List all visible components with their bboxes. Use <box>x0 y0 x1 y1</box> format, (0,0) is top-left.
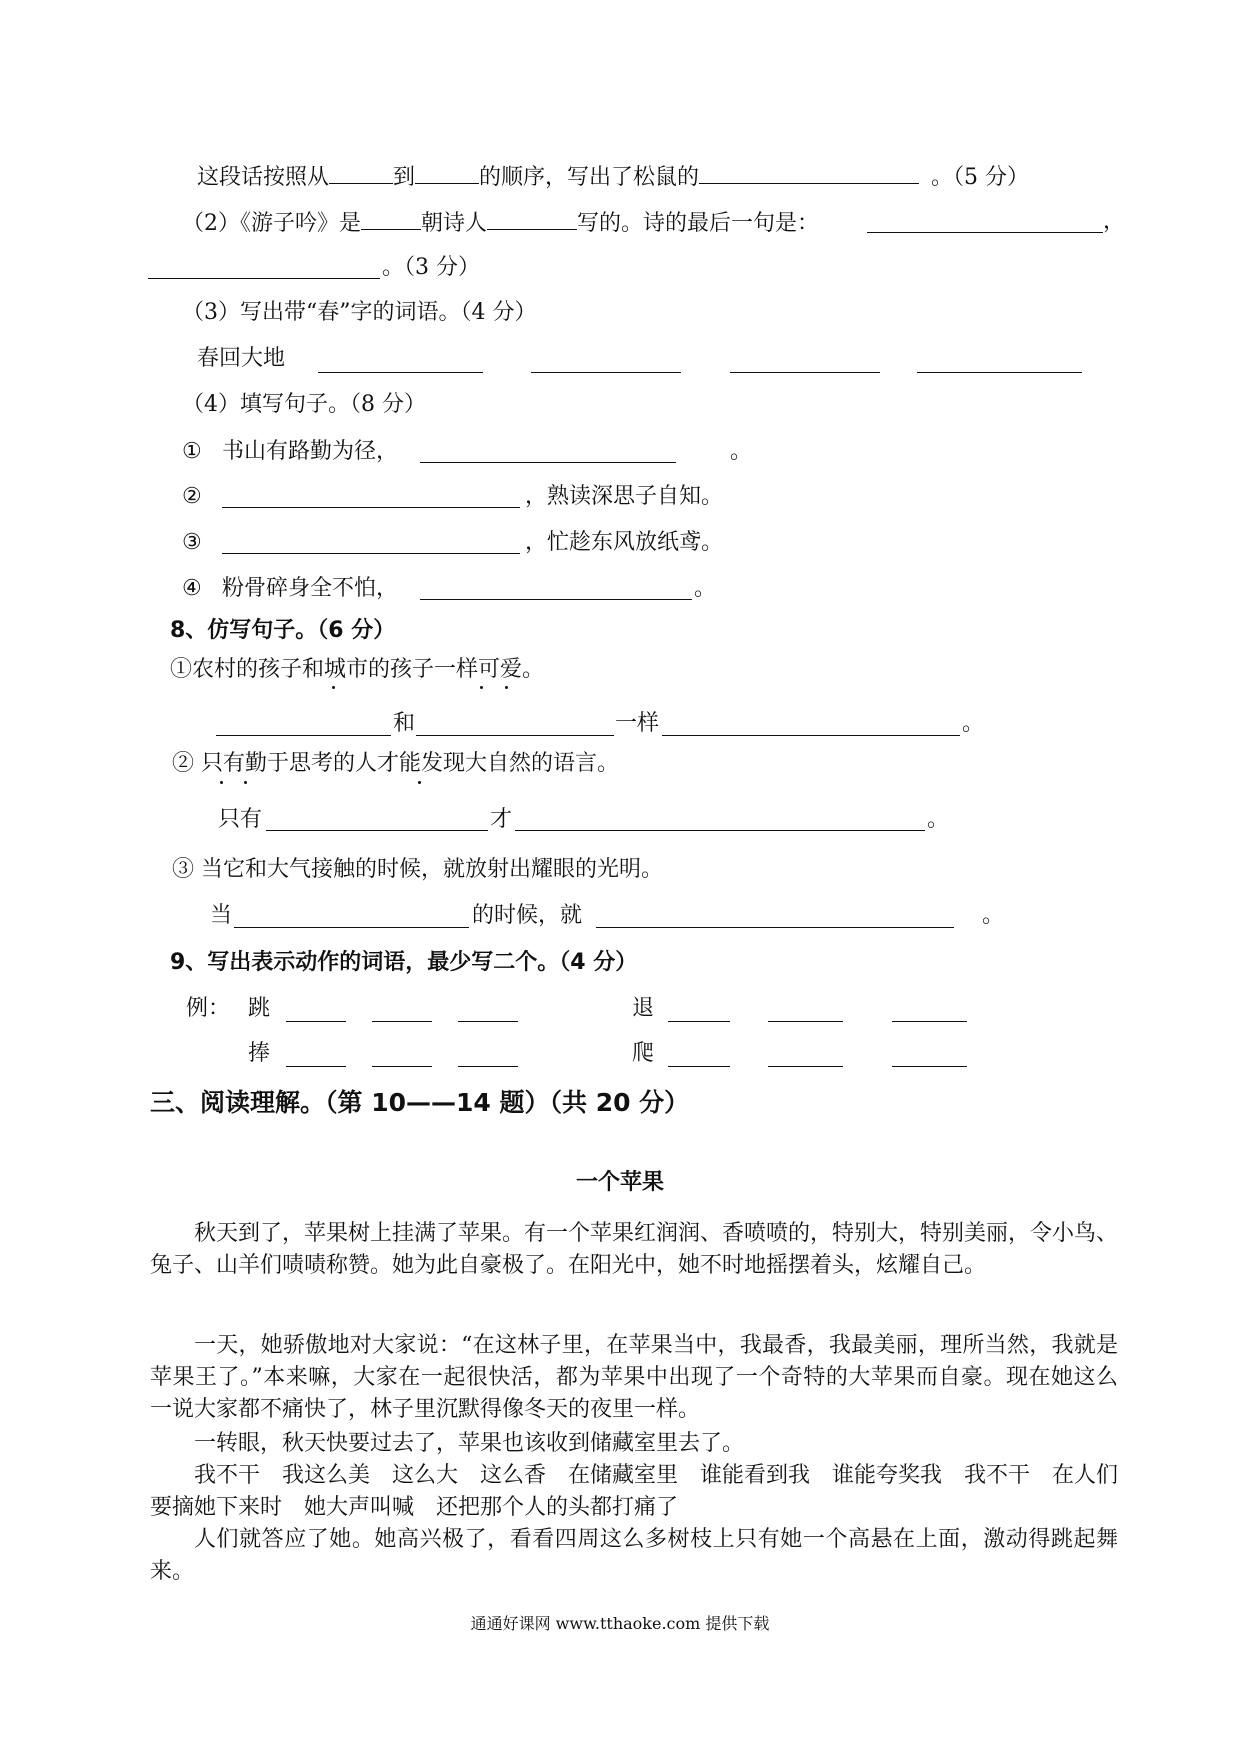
q7-s4-end: 。 <box>694 576 717 601</box>
q7-poem-line <box>182 209 819 237</box>
answer-blank[interactable] <box>266 830 488 831</box>
answer-blank[interactable] <box>329 163 393 184</box>
story-title: 一个苹果 <box>575 1170 664 1195</box>
answer-blank[interactable] <box>361 209 421 230</box>
q8-f2-only: 只有 <box>218 807 263 832</box>
answer-blank[interactable] <box>768 1066 843 1067</box>
q7-s1-num: ① <box>182 439 202 464</box>
q7-s3-text: ，忙趁东风放纸鸢。 <box>525 530 724 555</box>
story-paragraph-3: 一转眼，秋天快要过去了，苹果也该收到储藏室里去了。 <box>194 1431 745 1456</box>
answer-blank[interactable] <box>286 1021 346 1022</box>
q7-poem-text-c: 写的。诗的最后一句是： <box>577 211 820 236</box>
q7-poem-end: 。（3 分） <box>382 255 480 280</box>
emphasis-dot <box>332 686 335 689</box>
q9-word-jump: 跳 <box>248 996 271 1021</box>
q8-f3-time: 的时候，就 <box>472 903 583 928</box>
page-footer: 通通好课网 www.tthaoke.com 提供下载 <box>470 1614 770 1633</box>
q8-example-3: ③ 当它和大气接触的时候，就放射出耀眼的光明。 <box>172 857 663 882</box>
q7-order-text-d: 。（5 分） <box>931 165 1030 190</box>
q7-s4-num: ④ <box>182 576 202 601</box>
answer-blank[interactable] <box>730 372 880 373</box>
answer-blank[interactable] <box>668 1066 730 1067</box>
answer-blank[interactable] <box>416 735 614 736</box>
q8-example-1: ①农村的孩子和城市的孩子一样可爱。 <box>170 657 545 682</box>
story-paragraph-2: 一天，她骄傲地对大家说：“在这林子里，在苹果当中，我最香，我最美丽，理所当然，我就是苹果王了。”本来嘛，大家在一起很快活，都为苹果中出现了一个奇特的大苹果而自豪。现在她这么一说大家都不痛快了，林子里沉默得像冬天的夜里一样。 <box>150 1333 1118 1422</box>
answer-blank[interactable] <box>458 1066 518 1067</box>
answer-blank[interactable] <box>372 1021 432 1022</box>
answer-blank[interactable] <box>148 278 380 279</box>
answer-blank[interactable] <box>668 1021 730 1022</box>
q9-word-hold: 捧 <box>248 1041 271 1066</box>
emphasis-dot <box>244 781 247 784</box>
q8-f3-when: 当 <box>210 903 233 928</box>
answer-blank[interactable] <box>458 1021 518 1022</box>
q8-f2-end: 。 <box>927 807 950 832</box>
q8-f1-end: 。 <box>962 711 985 736</box>
answer-blank[interactable] <box>892 1021 967 1022</box>
q7-sentence-title: （4）填写句子。（8 分） <box>182 392 426 417</box>
q7-order-text-c: 的顺序，写出了松鼠的 <box>479 165 700 190</box>
q7-order-text-a: 这段话按照从 <box>197 165 330 190</box>
q7-s3-num: ③ <box>182 530 202 555</box>
answer-blank[interactable] <box>531 372 681 373</box>
q7-s2-num: ② <box>182 484 202 509</box>
story-paragraph-4: 我不干 我这么美 这么大 这么香 在储藏室里 谁能看到我 谁能夸奖我 我不干 在人们要摘她下来时 她大声叫喊 还把那个人的头都打痛了 <box>150 1463 1119 1520</box>
answer-blank[interactable] <box>867 232 1103 233</box>
answer-blank[interactable] <box>372 1066 432 1067</box>
q7-poem-text-a: （2）《游子吟》是 <box>182 211 361 236</box>
answer-blank[interactable] <box>420 599 692 600</box>
q7-spring-title: （3）写出带“春”字的词语。（4 分） <box>182 300 537 325</box>
emphasis-dot <box>418 781 421 784</box>
q9-title: 9、写出表示动作的词语，最少写二个。（4 分） <box>170 950 638 975</box>
q7-order-text-b: 到 <box>393 165 416 190</box>
answer-blank[interactable] <box>222 553 520 554</box>
answer-blank[interactable] <box>487 209 577 230</box>
q7-order-line <box>197 163 1029 191</box>
answer-blank[interactable] <box>216 735 391 736</box>
q7-s4-text: 粉骨碎身全不怕， <box>222 576 399 601</box>
story-paragraph-1: 秋天到了，苹果树上挂满了苹果。有一个苹果红润润、香喷喷的，特别大，特别美丽，令小鸟、兔子、山羊们啧啧称赞。她为此自豪极了。在阳光中，她不时地摇摆着头，炫耀自己。 <box>150 1221 1119 1278</box>
answer-blank[interactable] <box>222 507 520 508</box>
emphasis-dot <box>505 686 508 689</box>
answer-blank[interactable] <box>662 735 960 736</box>
answer-blank[interactable] <box>768 1021 843 1022</box>
answer-blank[interactable] <box>420 462 676 463</box>
q7-s1-end: 。 <box>730 439 753 464</box>
q9-word-climb: 爬 <box>632 1041 655 1066</box>
q8-title: 8、仿写句子。（6 分） <box>170 618 396 643</box>
q7-poem-text-b: 朝诗人 <box>421 211 488 236</box>
q8-f1-same: 一样 <box>615 711 660 736</box>
answer-blank[interactable] <box>892 1066 967 1067</box>
q7-s1-text: 书山有路勤为径， <box>222 439 399 464</box>
q7-s2-text: ，熟读深思子自知。 <box>525 484 724 509</box>
q9-word-retreat: 退 <box>632 996 655 1021</box>
q9-example-label: 例： <box>186 996 231 1021</box>
q7-spring-example: 春回大地 <box>197 346 286 371</box>
answer-blank[interactable] <box>286 1066 346 1067</box>
section3-title: 三、阅读理解。（第 10——14 题）（共 20 分） <box>150 1088 690 1117</box>
emphasis-dot <box>480 686 483 689</box>
q8-f2-then: 才 <box>490 807 513 832</box>
answer-blank[interactable] <box>699 163 919 184</box>
answer-blank[interactable] <box>917 372 1082 373</box>
q8-f1-and: 和 <box>393 711 416 736</box>
answer-blank[interactable] <box>515 830 925 831</box>
answer-blank[interactable] <box>318 372 483 373</box>
answer-blank[interactable] <box>415 163 479 184</box>
q8-example-2: ② 只有勤于思考的人才能发现大自然的语言。 <box>172 751 619 776</box>
q8-f3-end: 。 <box>982 903 1005 928</box>
q7-poem-comma: ， <box>1103 209 1126 234</box>
answer-blank[interactable] <box>234 927 469 928</box>
answer-blank[interactable] <box>596 927 954 928</box>
story-paragraph-5: 人们就答应了她。她高兴极了，看看四周这么多树枝上只有她一个高悬在上面，激动得跳起舞来。 <box>150 1527 1118 1584</box>
emphasis-dot <box>220 781 223 784</box>
